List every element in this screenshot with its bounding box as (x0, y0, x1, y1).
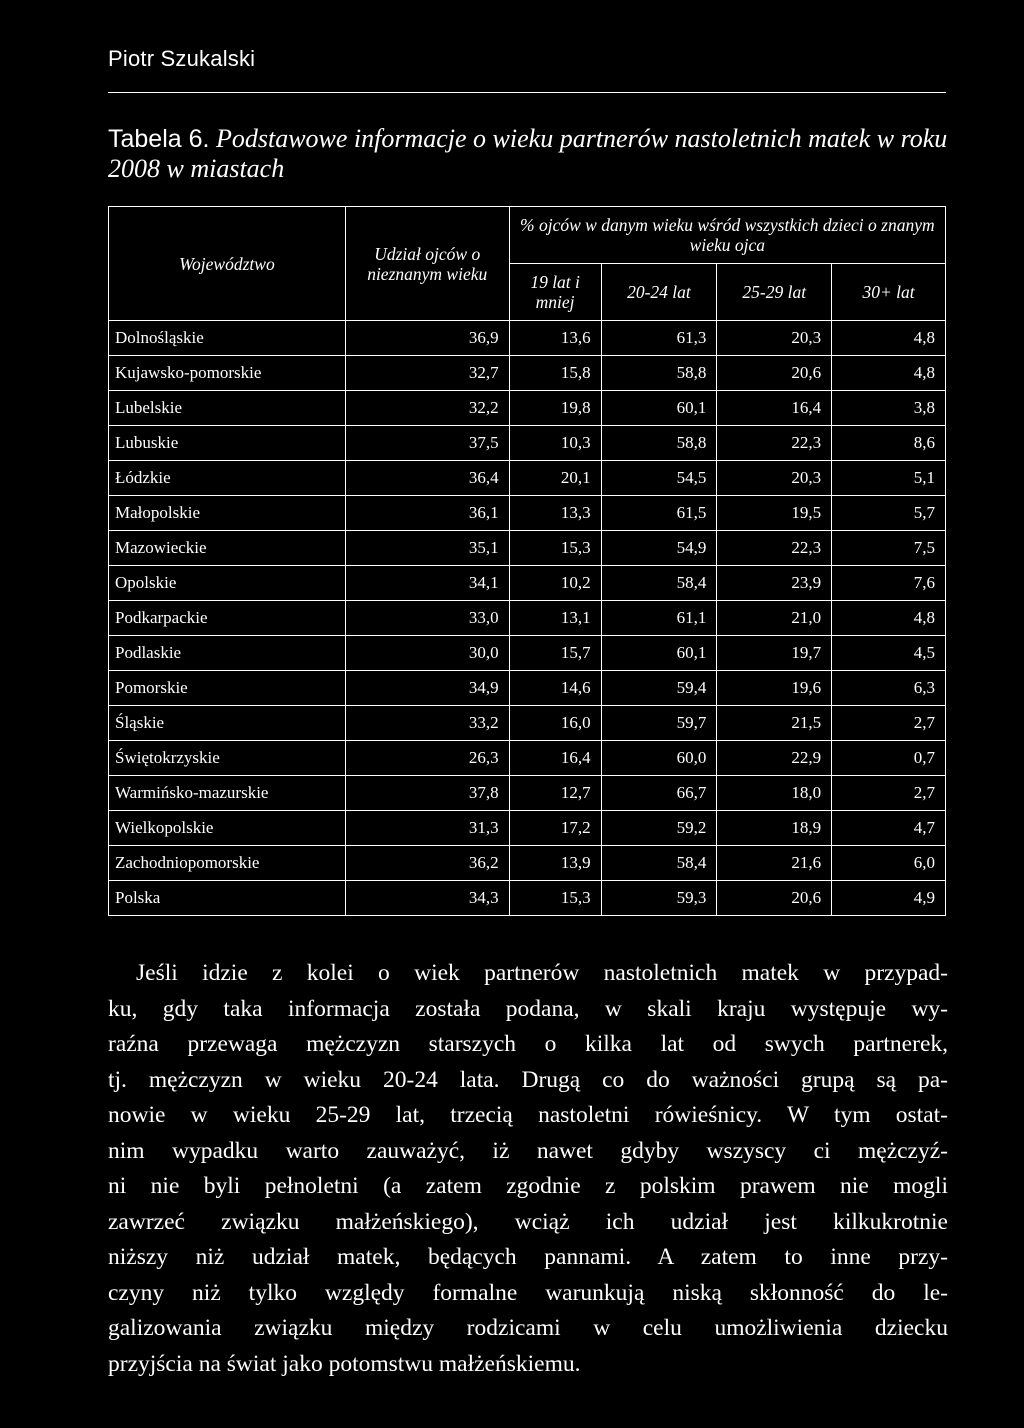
unknown-share-cell: 33,0 (345, 601, 509, 636)
table-row (109, 496, 946, 531)
age-20-24-cell: 61,3 (601, 321, 717, 356)
paragraph-line: przyjścia na świat jako potomstwu małżeńskiemu. (108, 1350, 581, 1377)
age-20-24-cell: 58,4 (601, 846, 717, 881)
age-25-29-cell: 16,4 (717, 391, 832, 426)
age-19-less-cell: 15,3 (509, 881, 601, 916)
table-row (109, 881, 946, 916)
unknown-share-cell: 34,1 (345, 566, 509, 601)
age-19-less-cell: 16,0 (509, 706, 601, 741)
age-19-less-cell: 10,3 (509, 426, 601, 461)
unknown-share-cell: 26,3 (345, 741, 509, 776)
region-cell: Świętokrzyskie (109, 741, 346, 776)
region-cell: Zachodniopomorskie (109, 846, 346, 881)
age-20-24-cell: 58,8 (601, 356, 717, 391)
table-row (109, 531, 946, 566)
table-row (109, 601, 946, 636)
table-row (109, 356, 946, 391)
table-row (109, 671, 946, 706)
table-row (109, 321, 946, 356)
table-row (109, 566, 946, 601)
header-age-19-less: 19 lat i mniej (509, 264, 601, 321)
age-19-less-cell: 20,1 (509, 461, 601, 496)
region-cell: Łódzkie (109, 461, 346, 496)
age-19-less-cell: 14,6 (509, 671, 601, 706)
paragraph-line: ni nie byli pełnoletni (a zatem zgodnie z polskim prawem nie mogli (108, 1173, 948, 1199)
paragraph-line: nim wypadku warto zauważyć, iż nawet gdyby wszyscy ci mężczyź- (108, 1137, 948, 1164)
unknown-share-cell: 32,7 (345, 356, 509, 391)
region-cell: Lubelskie (109, 391, 346, 426)
age-20-24-cell: 60,0 (601, 741, 717, 776)
header-age-30-plus: 30+ lat (832, 264, 946, 321)
age-20-24-cell: 59,3 (601, 881, 717, 916)
age-30-plus-cell: 5,7 (832, 496, 946, 531)
table-row (109, 846, 946, 881)
region-cell: Opolskie (109, 566, 346, 601)
header-age-20-24: 20-24 lat (601, 264, 717, 321)
age-25-29-cell: 19,6 (717, 671, 832, 706)
unknown-share-cell: 37,5 (345, 426, 509, 461)
table-header (109, 207, 946, 321)
age-30-plus-cell: 2,7 (832, 776, 946, 811)
unknown-share-cell: 34,3 (345, 881, 509, 916)
unknown-share-cell: 34,9 (345, 671, 509, 706)
age-25-29-cell: 20,3 (717, 461, 832, 496)
table-caption-label: Tabela 6. (108, 125, 210, 153)
region-cell: Kujawsko-pomorskie (109, 356, 346, 391)
age-20-24-cell: 59,4 (601, 671, 717, 706)
region-cell: Śląskie (109, 706, 346, 741)
age-30-plus-cell: 4,8 (832, 601, 946, 636)
region-cell: Dolnośląskie (109, 321, 346, 356)
age-19-less-cell: 10,2 (509, 566, 601, 601)
age-30-plus-cell: 3,8 (832, 391, 946, 426)
age-20-24-cell: 60,1 (601, 391, 717, 426)
region-cell: Warmińsko-mazurskie (109, 776, 346, 811)
unknown-share-cell: 31,3 (345, 811, 509, 846)
age-20-24-cell: 66,7 (601, 776, 717, 811)
paragraph-line: ku, gdy taka informacja została podana, w skali kraju występuje wy- (108, 995, 948, 1022)
header-region: Województwo (109, 207, 346, 321)
age-19-less-cell: 15,3 (509, 531, 601, 566)
table-row (109, 741, 946, 776)
paragraph-line: galizowania związku między rodzicami w celu umożliwienia dziecku (108, 1315, 948, 1341)
age-19-less-cell: 19,8 (509, 391, 601, 426)
age-30-plus-cell: 4,8 (832, 356, 946, 391)
age-25-29-cell: 22,3 (717, 531, 832, 566)
age-20-24-cell: 58,4 (601, 566, 717, 601)
age-25-29-cell: 20,6 (717, 356, 832, 391)
unknown-share-cell: 33,2 (345, 706, 509, 741)
paragraph-line: tj. mężczyzn w wieku 20-24 lata. Drugą co do ważności grupą są pa- (108, 1066, 948, 1093)
age-25-29-cell: 22,3 (717, 426, 832, 461)
running-head: Piotr Szukalski (108, 46, 256, 71)
region-cell: Podkarpackie (109, 601, 346, 636)
unknown-share-cell: 36,1 (345, 496, 509, 531)
age-30-plus-cell: 4,5 (832, 636, 946, 671)
age-25-29-cell: 21,6 (717, 846, 832, 881)
region-cell: Wielkopolskie (109, 811, 346, 846)
header-age-25-29: 25-29 lat (717, 264, 832, 321)
age-20-24-cell: 54,9 (601, 531, 717, 566)
age-30-plus-cell: 7,6 (832, 566, 946, 601)
unknown-share-cell: 35,1 (345, 531, 509, 566)
unknown-share-cell: 37,8 (345, 776, 509, 811)
age-20-24-cell: 61,5 (601, 496, 717, 531)
age-25-29-cell: 19,5 (717, 496, 832, 531)
age-20-24-cell: 54,5 (601, 461, 717, 496)
table-body (109, 321, 946, 916)
paragraph-line: czyny niż tylko względy formalne warunkują niską skłonność do le- (108, 1279, 948, 1306)
age-30-plus-cell: 6,3 (832, 671, 946, 706)
table-row (109, 706, 946, 741)
age-19-less-cell: 15,8 (509, 356, 601, 391)
age-25-29-cell: 21,0 (717, 601, 832, 636)
header-rule (108, 92, 946, 93)
unknown-share-cell: 32,2 (345, 391, 509, 426)
age-25-29-cell: 18,9 (717, 811, 832, 846)
age-19-less-cell: 13,3 (509, 496, 601, 531)
age-19-less-cell: 13,1 (509, 601, 601, 636)
age-25-29-cell: 20,3 (717, 321, 832, 356)
age-30-plus-cell: 7,5 (832, 531, 946, 566)
region-cell: Lubuskie (109, 426, 346, 461)
age-19-less-cell: 13,6 (509, 321, 601, 356)
age-19-less-cell: 17,2 (509, 811, 601, 846)
age-25-29-cell: 21,5 (717, 706, 832, 741)
table-row (109, 776, 946, 811)
age-20-24-cell: 58,8 (601, 426, 717, 461)
age-19-less-cell: 13,9 (509, 846, 601, 881)
table-row (109, 811, 946, 846)
table-row (109, 636, 946, 671)
age-30-plus-cell: 5,1 (832, 461, 946, 496)
region-cell: Pomorskie (109, 671, 346, 706)
region-cell: Małopolskie (109, 496, 346, 531)
age-30-plus-cell: 6,0 (832, 846, 946, 881)
body-paragraph (108, 956, 948, 1382)
age-19-less-cell: 12,7 (509, 776, 601, 811)
paragraph-line: raźna przewaga mężczyzn starszych o kilka lat od swych partnerek, (108, 1031, 948, 1057)
unknown-share-cell: 36,4 (345, 461, 509, 496)
age-19-less-cell: 16,4 (509, 741, 601, 776)
age-25-29-cell: 20,6 (717, 881, 832, 916)
age-20-24-cell: 59,7 (601, 706, 717, 741)
age-25-29-cell: 18,0 (717, 776, 832, 811)
unknown-share-cell: 36,2 (345, 846, 509, 881)
region-cell: Podlaskie (109, 636, 346, 671)
age-25-29-cell: 22,9 (717, 741, 832, 776)
age-30-plus-cell: 0,7 (832, 741, 946, 776)
age-30-plus-cell: 4,8 (832, 321, 946, 356)
age-30-plus-cell: 8,6 (832, 426, 946, 461)
age-30-plus-cell: 4,7 (832, 811, 946, 846)
age-30-plus-cell: 4,9 (832, 881, 946, 916)
age-20-24-cell: 59,2 (601, 811, 717, 846)
age-30-plus-cell: 2,7 (832, 706, 946, 741)
header-age-group: % ojców w danym wieku wśród wszystkich dzieci o znanym wieku ojca (509, 207, 945, 264)
paragraph-line: nowie w wieku 25-29 lat, trzecią nastoletni rówieśnicy. W tym ostat- (108, 1102, 948, 1128)
table-row (109, 461, 946, 496)
table-row (109, 426, 946, 461)
table-caption (108, 124, 948, 184)
age-19-less-cell: 15,7 (509, 636, 601, 671)
region-cell: Polska (109, 881, 346, 916)
table-caption-title: Podstawowe informacje o wieku partnerów nastoletnich matek w roku 2008 w miastach (108, 124, 948, 183)
region-cell: Mazowieckie (109, 531, 346, 566)
paragraph-line: niższy niż udział matek, będących pannami. A zatem to inne przy- (108, 1244, 948, 1270)
age-20-24-cell: 60,1 (601, 636, 717, 671)
age-20-24-cell: 61,1 (601, 601, 717, 636)
unknown-share-cell: 36,9 (345, 321, 509, 356)
age-table (108, 206, 946, 916)
age-25-29-cell: 19,7 (717, 636, 832, 671)
table-row (109, 391, 946, 426)
age-25-29-cell: 23,9 (717, 566, 832, 601)
header-unknown-share: Udział ojców o nieznanym wieku (345, 207, 509, 321)
unknown-share-cell: 30,0 (345, 636, 509, 671)
paragraph-line: Jeśli idzie z kolei o wiek partnerów nastoletnich matek w przypad- (136, 960, 948, 986)
paragraph-line: zawrzeć związku małżeńskiego), wciąż ich udział jest kilkukrotnie (108, 1208, 948, 1235)
